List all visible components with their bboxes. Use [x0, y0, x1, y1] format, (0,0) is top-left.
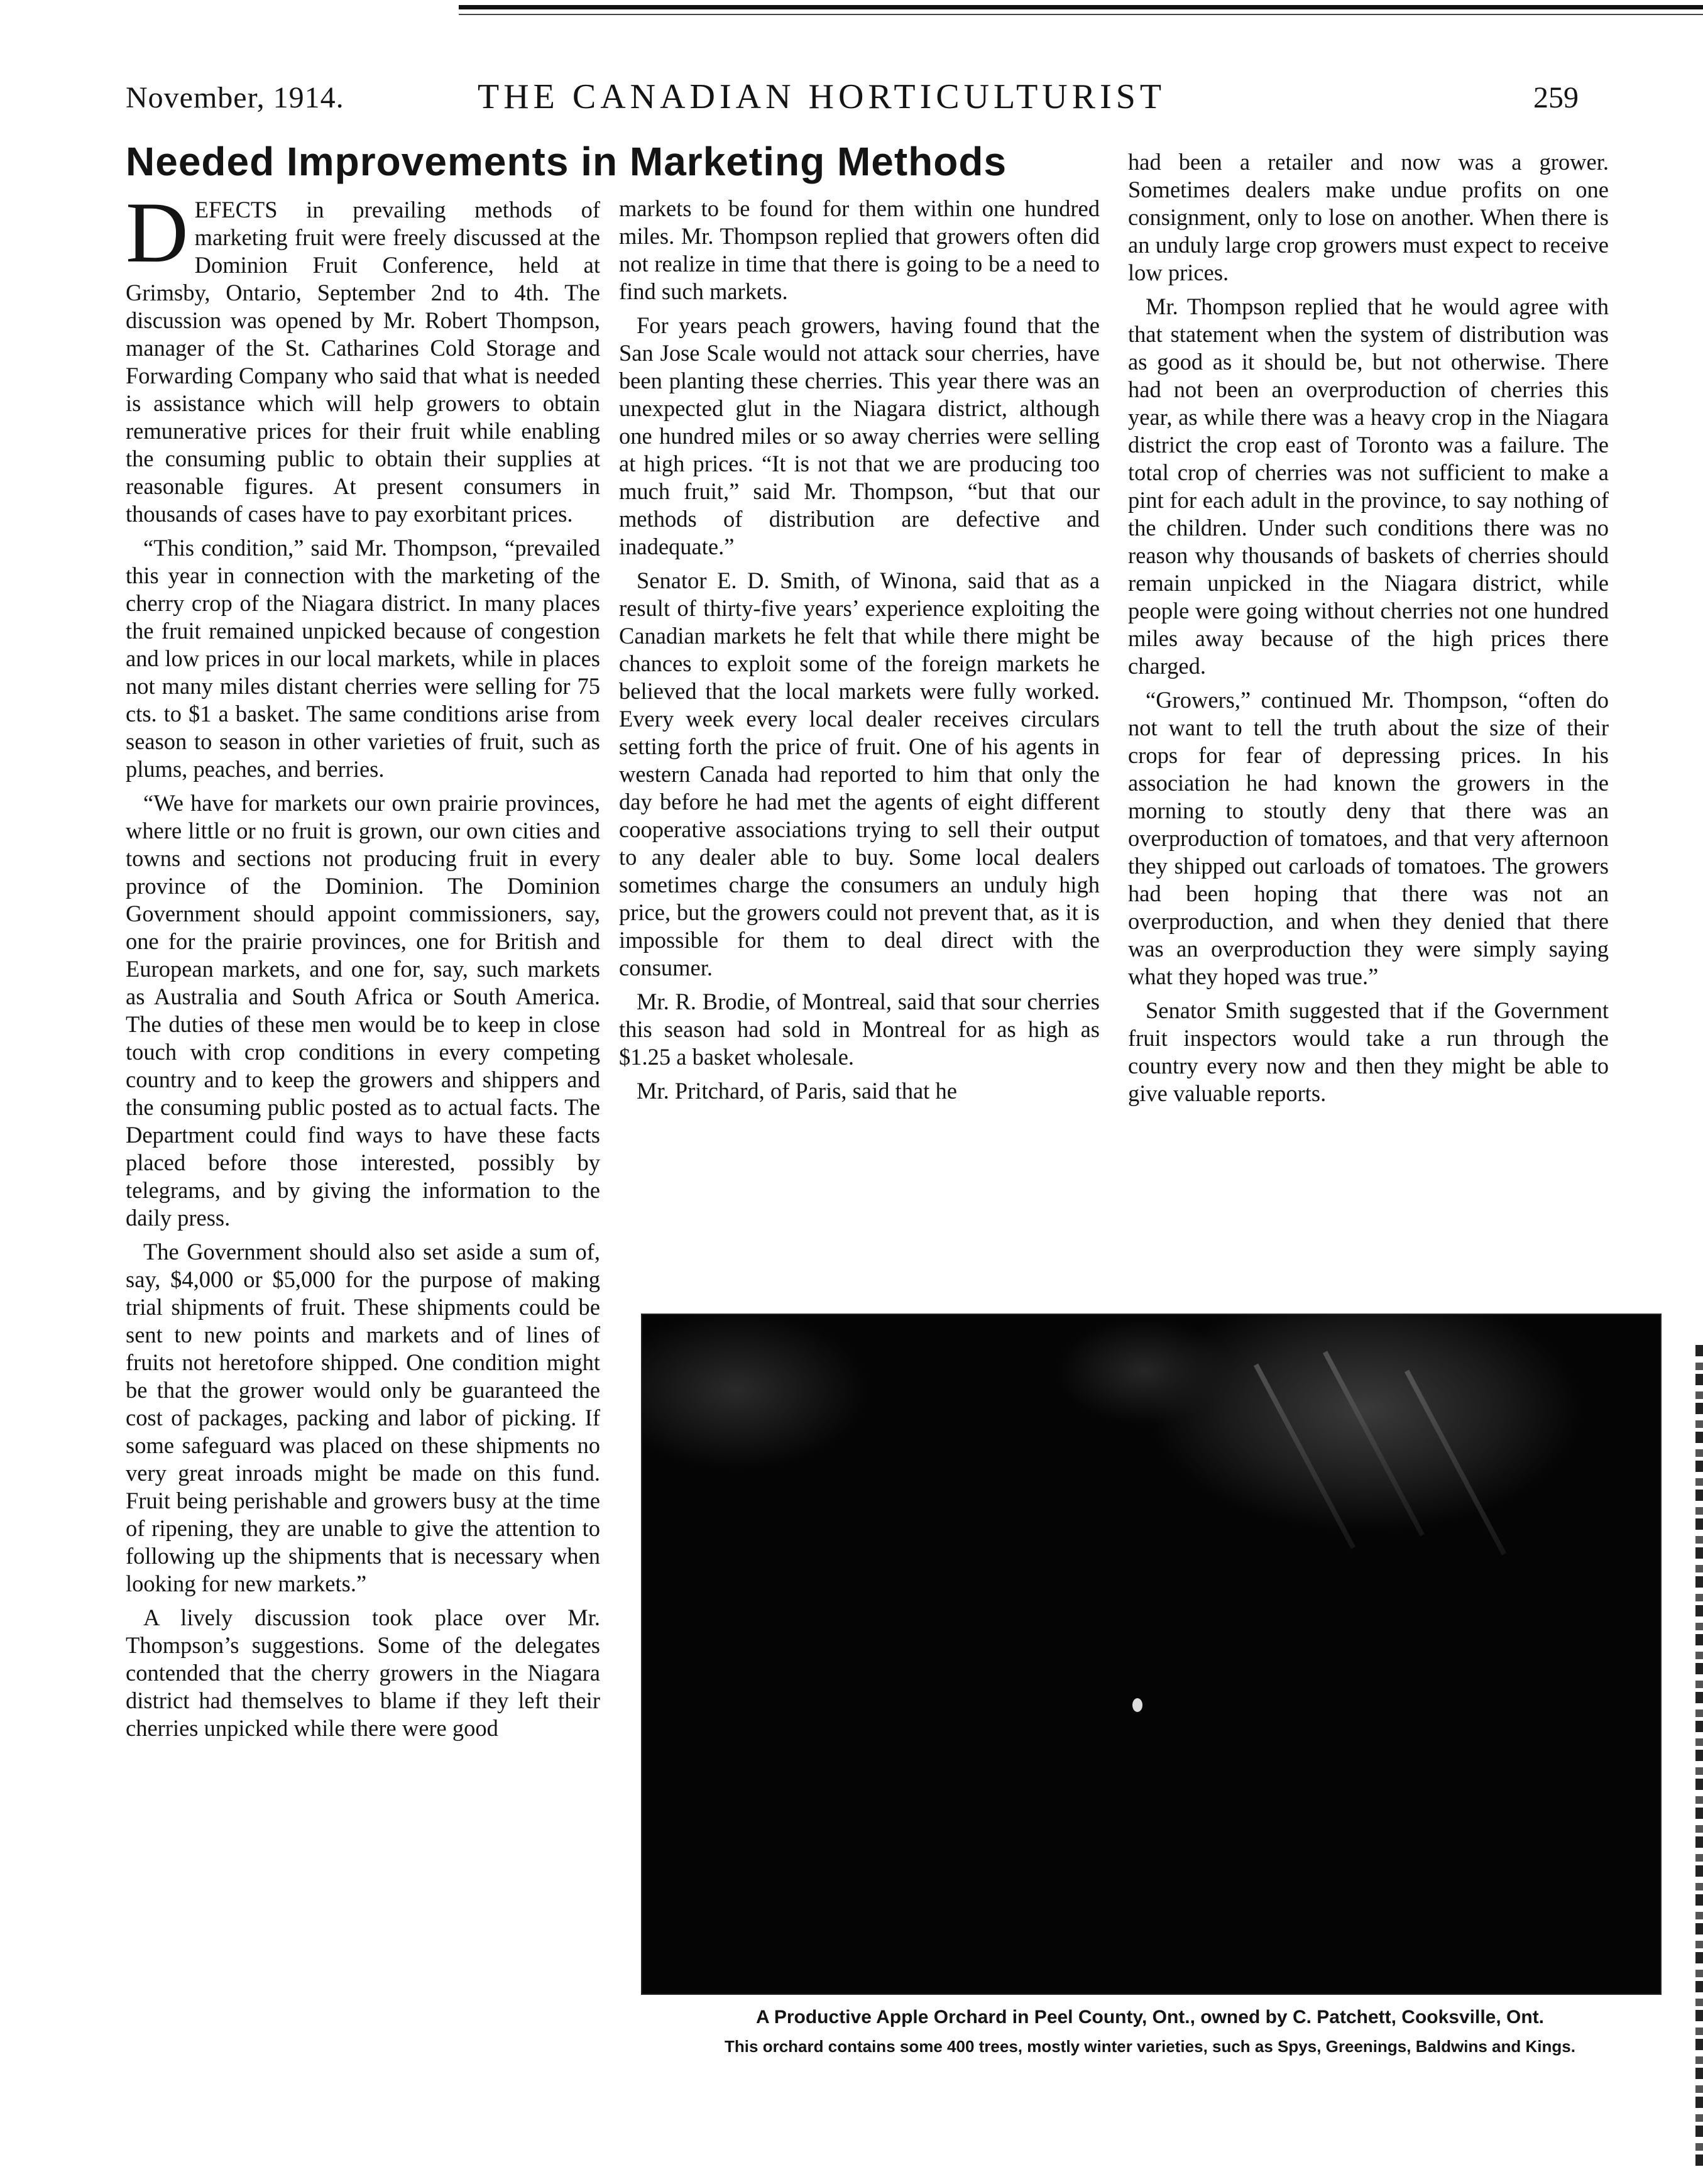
- drop-cap: D: [126, 184, 189, 280]
- paragraph: “Growers,” continued Mr. Thompson, “often do not want to tell the truth about the size of their crops for fear of depressing prices. In his association he had known the growers in the morning to stoutly deny that there was an overproduction of tomatoes, and that very afternoon they shipped out carloads of tomatoes. The growers had been hoping that there was not an overproduction, and when they denied that there was an overproduction they were simply saying what they hoped was true.”: [1128, 687, 1609, 989]
- column-3: [1128, 148, 1609, 1311]
- paragraph: A lively discussion took place over Mr. Thompson’s suggestions. Some of the delegates contended that the cherry growers in the Niagara district had themselves to blame if they left their cherries unpicked while there were good: [126, 1605, 600, 1741]
- article-headline: Needed Improvements in Marketing Methods: [126, 139, 1007, 184]
- paragraph: “This condition,” said Mr. Thompson, “prevailed this year in connection with the marketing of the cherry crop of the Niagara district. In many places the fruit remained unpicked because of congestion and low prices in our local markets, while in places not many miles distant cherries were selling for 75 cts. to $1 a basket. The same conditions arise from season to season in other varieties of fruit, such as plums, peaches, and berries.: [126, 535, 600, 782]
- paragraph: Mr. Thompson replied that he would agree with that statement when the system of distribution was as good as it should be, but not otherwise. There had not been an overproduction of cherries this year, as while there was a heavy crop in the Niagara district the crop east of Toronto was a failure. The total crop of cherries was not sufficient to make a pint for each adult in the province, to say nothing of the children. Under such conditions there was no reason why thousands of baskets of cherries should remain unpicked in the Niagara district, while people were going without cherries not one hundred miles away because of the high prices there charged.: [1128, 294, 1609, 679]
- scan-edge: [1695, 1345, 1703, 2168]
- orchard-photo: [641, 1314, 1662, 1995]
- top-rule: [459, 5, 1703, 9]
- column-1: [126, 184, 600, 2082]
- top-rule-thin: [459, 14, 1703, 15]
- paragraph: Mr. R. Brodie, of Montreal, said that sour cherries this season had sold in Montreal for as high as $1.25 a basket wholesale.: [619, 989, 1100, 1070]
- paragraph: The Government should also set aside a sum of, say, $4,000 or $5,000 for the purpose of making trial shipments of fruit. These shipments could be sent to new points and markets and of lines of fruits not heretofore shipped. One condition might be that the grower would only be guaranteed the cost of packages, packing and labor of picking. If some safeguard was placed on these shipments no very great inroads might be made on this fund. Fruit being perishable and growers busy at the time of ripening, they are unable to give the attention to following up the shipments that is necessary when looking for new markets.”: [126, 1239, 600, 1596]
- photo-caption-title: A Productive Apple Orchard in Peel County, Ont., owned by C. Patchett, Cooksville, Ont.: [755, 2007, 1545, 2028]
- paragraph: Mr. Pritchard, of Paris, said that he: [637, 1078, 957, 1104]
- issue-date: November, 1914.: [126, 81, 344, 114]
- light-spot: [1132, 1698, 1142, 1712]
- branch-highlight: [1254, 1363, 1355, 1549]
- column-2: [619, 195, 1100, 1358]
- paragraph: markets to be found for them within one hundred miles. Mr. Thompson replied that growers often did not realize in time that there is going to be a need to find such markets.: [619, 195, 1100, 304]
- paragraph: DEFECTS in prevailing methods of marketing fruit were freely discussed at the Dominion Fruit Conference, held at Grimsby, Ontario, September 2nd to 4th. The discussion was opened by Mr. Robert Thompson, manager of the St. Catharines Cold Storage and Forwarding Company who said that what is needed is assistance which will help growers to obtain remunerative prices for their fruit while enabling the consuming public to obtain their supplies at reasonable figures. At present consumers in thousands of cases have to pay exorbitant prices.: [126, 184, 600, 527]
- paragraph: For years peach growers, having found that the San Jose Scale would not attack sour cherries, have been planting these cherries. This year there was an unexpected glut in the Niagara district, although one hundred miles or so away cherries were selling at high prices. “It is not that we are producing too much fruit,” said Mr. Thompson, “but that our methods of distribution are defective and inadequate.”: [619, 312, 1100, 559]
- publication-title: THE CANADIAN HORTICULTURIST: [478, 77, 1166, 116]
- paragraph: Senator E. D. Smith, of Winona, said that as a result of thirty-five years’ experience exploiting the Canadian markets he felt that while there might be chances to exploit some of the foreign markets he believed that the local markets were fully worked. Every week every local dealer receives circulars setting forth the price of fruit. One of his agents in western Canada had reported to him that only the day before he had met the agents of eight different cooperative associations trying to sell their output to any dealer able to buy. Some local dealers sometimes charge the consumers an unduly high price, but the growers could not prevent that, as it is impossible for them to deal direct with the consumer.: [619, 568, 1100, 980]
- page-number: 259: [1533, 81, 1579, 114]
- paragraph: “We have for markets our own prairie provinces, where little or no fruit is grown, our own cities and towns and sections not producing fruit in every province of the Dominion. The Dominion Government should appoint commissioners, say, one for the prairie provinces, one for British and European markets, and one for, say, such markets as Australia and South Africa or South America. The duties of these men would be to keep in close touch with crop conditions in every competing country and to keep the growers and shippers and the consuming public posted as to actual facts. The Department could find ways to have these facts placed before those interested, possibly by telegrams, and by giving the information to the daily press.: [126, 790, 600, 1231]
- paragraph: had been a retailer and now was a grower. Sometimes dealers make undue profits on one consignment, only to lose on another. When there is an unduly large crop growers must expect to receive low prices.: [1128, 149, 1609, 285]
- paragraph: Senator Smith suggested that if the Government fruit inspectors would take a run through the country every now and then they might be able to give valuable reports.: [1128, 997, 1609, 1106]
- photo-caption-text: This orchard contains some 400 trees, mostly winter varieties, such as Spys, Greenings, Baldwins and Kings.: [725, 2037, 1575, 2056]
